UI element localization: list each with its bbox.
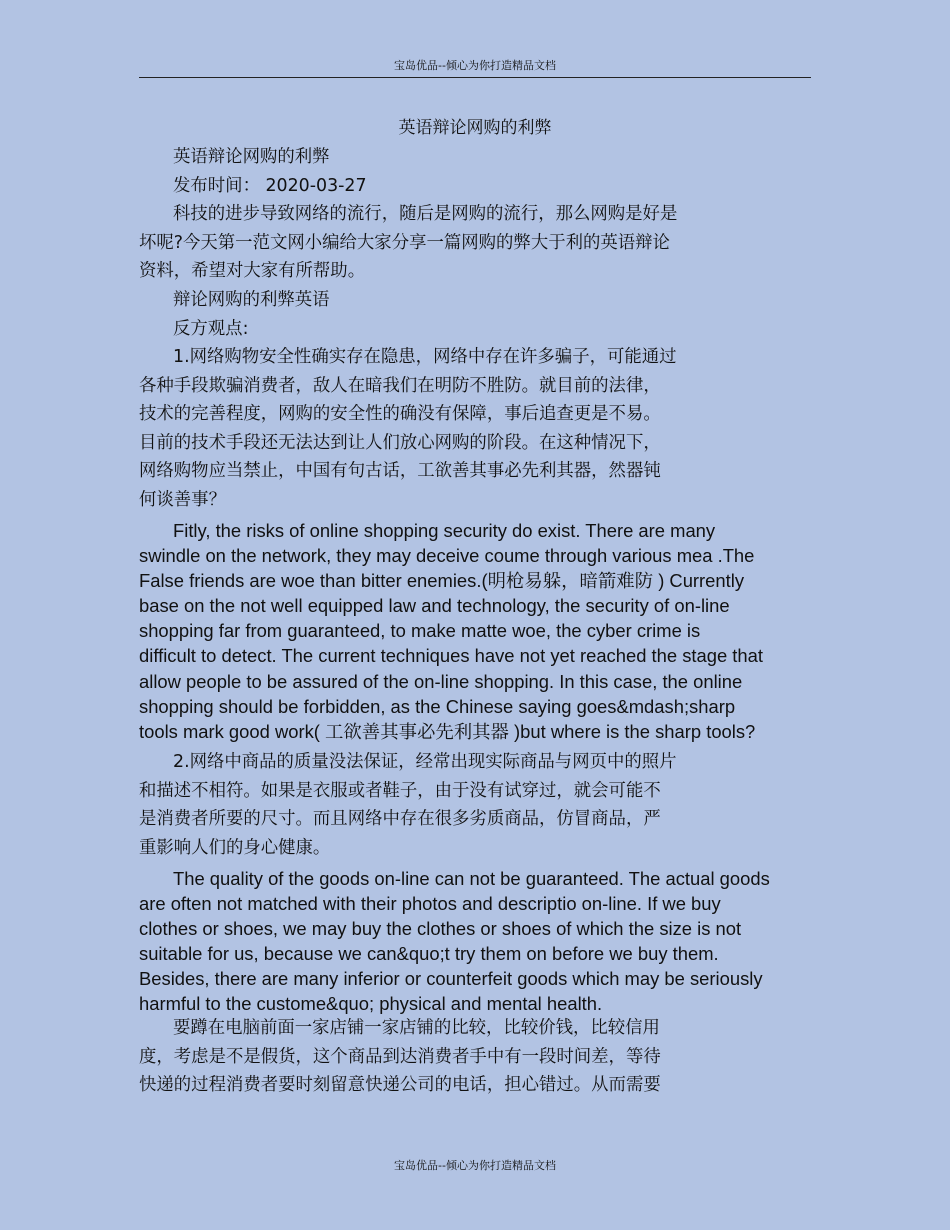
point2-chinese-paragraph: 2.网络中商品的质量没法保证，经常出现实际商品与网页中的照片 和描述不相符。如果是衣服或者鞋子，由于没有试穿过，就会可能不 是消费者所要的尺寸。而且网络中存在很多劣质商品，仿冒商品，严 重影响人们的身心健康。 xyxy=(139,752,677,858)
intro-paragraph: 科技的进步导致网络的流行，随后是网购的流行，那么网购是好是 坏呢?今天第一范文网小编给大家分享一篇网购的弊大于利的英语辩论 资料，希望对大家有所帮助。 xyxy=(139,204,678,282)
document-subtitle: 英语辩论网购的利弊 xyxy=(173,147,330,167)
point1-chinese-paragraph: 1.网络购物安全性确实存在隐患，网络中存在许多骗子，可能通过 各种手段欺骗消费者，敌人在暗我们在明防不胜防。就目前的法律， 技术的完善程度，网购的安全性的确没有保障，事后追查更是不易。 目前的技术手段还无法达到让人们放心网购的阶段。在这种情况下， 网络购物应当禁止，中国有句古话，工欲善其事必先利其器，然器钝 何谈善事？ xyxy=(139,347,677,510)
point3-chinese-paragraph: 要蹲在电脑前面一家店铺一家店铺的比较，比较价钱，比较信用 度，考虑是不是假货，这个商品到达消费者手中有一段时间差，等待 快递的过程消费者要时刻留意快递公司的电话，担心错过。从而需要 xyxy=(139,1018,661,1096)
side-label: 反方观点: xyxy=(173,319,249,339)
point1-english-paragraph: Fitly, the risks of online shopping security do exist. There are many swindle on the network, they may deceive coume through various mea .The False friends are woe than bitter enemies.(明枪易躲，暗箭难防 ) Currently base on the not well equipped law and technology, the security of on-line shopping far from guaranteed, to make matte woe, the cyber crime is difficult to detect. The current techniques have not yet reached the stage that allow people to be assured of the on-line shopping. In this case, the online shopping should be forbidden, as the Chinese saying goes&mdash;sharp tools mark good work( 工欲善其事必先利其器 )but where is the sharp tools? xyxy=(139,520,763,742)
point2-english-paragraph: The quality of the goods on-line can not be guaranteed. The actual goods are often not matched with their photos and descriptio on-line. If we buy clothes or shoes, we may buy the clothes or shoes of which the size is not suitable for us, because we can&quo;t try them on before we buy them. Besides, there are many inferior or counterfeit goods which may be seriously harmful to the custome&quo; physical and mental health. xyxy=(139,868,770,1015)
document-title: 英语辩论网购的利弊 xyxy=(398,118,552,138)
page-footer-text: 宝岛优品--倾心为你打造精品文档 xyxy=(394,1159,556,1172)
publish-date: 发布时间： 2020-03-27 xyxy=(173,176,367,196)
page-header-text: 宝岛优品--倾心为你打造精品文档 xyxy=(394,59,556,72)
section-heading: 辩论网购的利弊英语 xyxy=(173,290,330,310)
header-divider xyxy=(139,77,811,78)
